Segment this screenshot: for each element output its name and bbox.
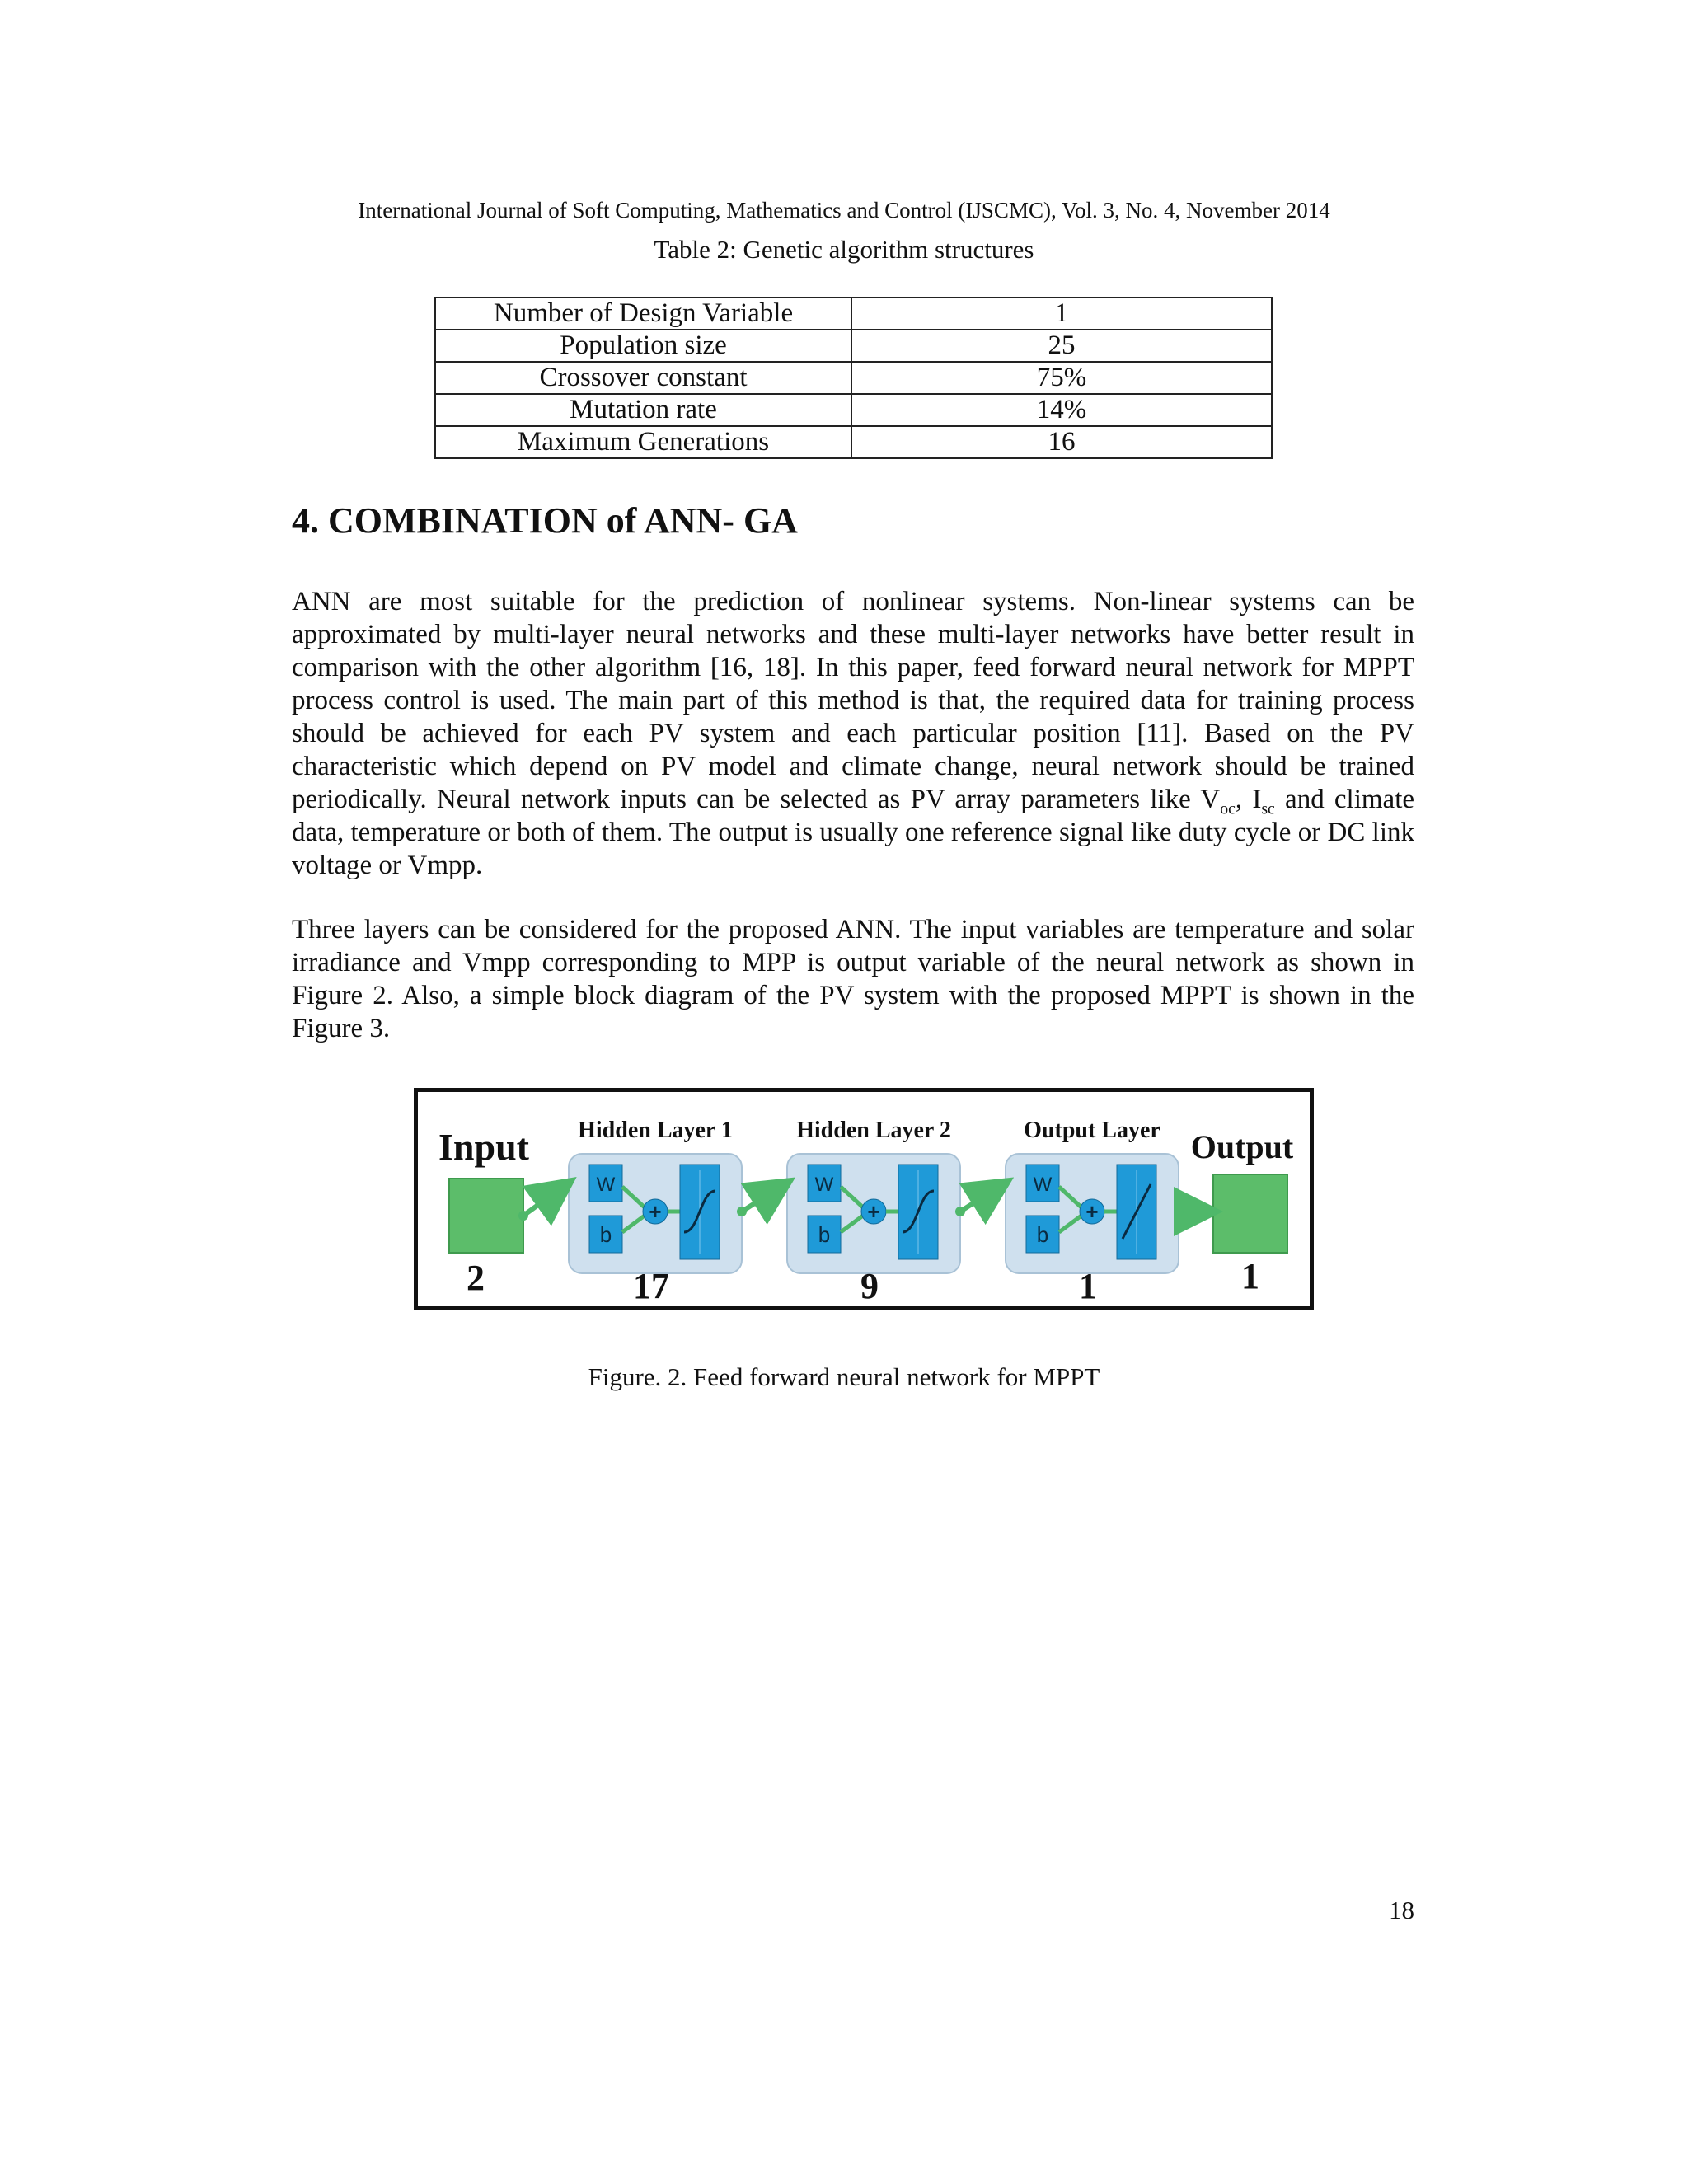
neuron-count: 1 — [1079, 1266, 1097, 1306]
layer-connector — [742, 1183, 787, 1212]
param-label: Maximum Generations — [435, 426, 851, 458]
network-diagram — [418, 1092, 1310, 1306]
param-value: 14% — [851, 394, 1272, 426]
weight-symbol: W — [1033, 1174, 1053, 1196]
layer-connector — [960, 1183, 1006, 1212]
neuron-count: 17 — [633, 1266, 669, 1306]
input-label: Input — [438, 1126, 529, 1168]
output-count: 1 — [1241, 1256, 1259, 1296]
sum-symbol: + — [867, 1199, 880, 1224]
layer-title: Output Layer — [1024, 1118, 1160, 1143]
weight-symbol: W — [596, 1174, 616, 1196]
layer-title: Hidden Layer 2 — [796, 1118, 951, 1143]
param-label: Population size — [435, 330, 851, 362]
input-node — [449, 1179, 523, 1253]
param-value: 75% — [851, 362, 1272, 394]
param-label: Crossover constant — [435, 362, 851, 394]
connector-dot — [518, 1211, 528, 1221]
sum-symbol: + — [649, 1199, 662, 1224]
param-value: 1 — [851, 298, 1272, 330]
param-value: 16 — [851, 426, 1272, 458]
connector-dot — [737, 1207, 747, 1216]
table-row — [435, 362, 1272, 394]
page-number: 18 — [1389, 1896, 1414, 1924]
weight-symbol: W — [814, 1174, 834, 1196]
body-paragraph-2: Three layers can be considered for the proposed ANN. The input variables are temperature and solar irradiance and Vmpp corresponding to MPP is output variable of the neural network as shown in Figure 2. Also, a simple block diagram of the PV system with the proposed MPPT is shown in the Figure 3. — [292, 915, 1414, 1043]
body-paragraph-1: ANN are most suitable for the prediction of nonlinear systems. Non-linear systems can be approximated by multi-layer neural networks and these multi-layer networks have better result in comparison with the other algorithm [16, 18]. In this paper, feed forward neural network for MPPT process control is used. The main part of this method is that, the required data for training process should be achieved for each PV system and each particular position [11]. Based on the PV characteristic which depend on PV model and climate change, neural network should be trained periodically. Neural network inputs can be selected as PV array parameters like $V_{oc}$, $I_{sc}$ and climate data, temperature or both of them. The output is usually one reference signal like duty cycle or DC link voltage or Vmpp. — [292, 587, 1415, 880]
input-count: 2 — [467, 1258, 485, 1298]
neuron-count: 9 — [860, 1266, 879, 1306]
output-node — [1213, 1174, 1287, 1253]
figure-caption: Figure. 2. Feed forward neural network for MPPT — [588, 1362, 1100, 1391]
table-row — [435, 330, 1272, 362]
connector-dot — [955, 1207, 965, 1216]
table-row — [435, 426, 1272, 458]
param-label: Mutation rate — [435, 394, 851, 426]
layer-title: Hidden Layer 1 — [578, 1118, 733, 1143]
output-label: Output — [1190, 1128, 1294, 1165]
sum-symbol: + — [1085, 1199, 1099, 1224]
param-value: 25 — [851, 330, 1272, 362]
table-row — [435, 298, 1272, 330]
bias-symbol: b — [1036, 1222, 1049, 1247]
layer-connector — [523, 1183, 569, 1216]
table-caption: Table 2: Genetic algorithm structures — [654, 235, 1034, 264]
param-label: Number of Design Variable — [435, 298, 851, 330]
table-row — [435, 394, 1272, 426]
bias-symbol: b — [818, 1222, 831, 1247]
section-heading: 4. COMBINATION of ANN- GA — [292, 500, 798, 541]
connector-dot — [1174, 1207, 1184, 1216]
neural-network-figure — [414, 1088, 1314, 1310]
ga-parameters-table — [434, 297, 1273, 459]
bias-symbol: b — [599, 1222, 612, 1247]
running-header: International Journal of Soft Computing, Mathematics and Control (IJSCMC), Vol. 3, No. 4, November 2014 — [358, 198, 1330, 223]
